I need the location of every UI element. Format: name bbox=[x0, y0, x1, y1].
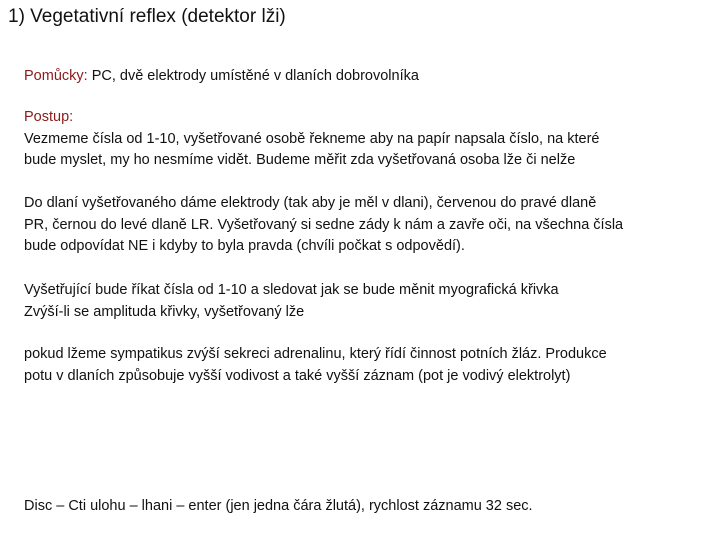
procedure-line: Vezmeme čísla od 1-10, vyšetřované osobě řekneme aby na papír napsala číslo, na které bbox=[24, 130, 600, 147]
procedure-paragraph bbox=[24, 107, 704, 172]
examiner-line: Zvýší-li se amplituda křivky, vyšetřovaný lže bbox=[24, 303, 305, 320]
electrodes-paragraph bbox=[24, 193, 704, 258]
examiner-paragraph bbox=[24, 280, 704, 323]
tools-text: PC, dvě elektrody umístěné v dlaních dobrovolníka bbox=[87, 68, 419, 84]
physiology-line: potu v dlaních způsobuje vyšší vodivost a také vyšší záznam (pot je vodivý elektrolyt) bbox=[24, 367, 571, 384]
procedure-label: Postup: bbox=[24, 109, 74, 125]
slide-title: 1) Vegetativní reflex (detektor lži) bbox=[8, 6, 286, 27]
procedure-line: bude myslet, my ho nesmíme vidět. Budeme měřit zda vyšetřovaná osoba lže či nelže bbox=[24, 152, 576, 168]
physiology-paragraph bbox=[24, 344, 704, 387]
tools-paragraph bbox=[24, 66, 704, 88]
physiology-line: pokud lžeme sympatikus zvýší sekreci adrenalinu, který řídí činnost potních žláz. Produkce bbox=[24, 346, 607, 362]
electrodes-line: Do dlaní vyšetřovaného dáme elektrody (tak aby je měl v dlani), červenou do pravé dlaně bbox=[24, 195, 597, 211]
software-instructions: Disc – Cti ulohu – lhani – enter (jen jedna čára žlutá), rychlost záznamu 32 sec. bbox=[24, 498, 533, 514]
electrodes-line: PR, černou do levé dlaně LR. Vyšetřovaný si sedne zády k nám a zavře oči, na všechna čísla bbox=[24, 216, 624, 233]
tools-label: Pomůcky: bbox=[24, 68, 88, 84]
electrodes-line: bude odpovídat NE i kdyby to byla pravda (chvíli počkat s odpovědí). bbox=[24, 238, 465, 254]
examiner-line: Vyšetřující bude říkat čísla od 1-10 a sledovat jak se bude měnit myografická křivka bbox=[24, 282, 559, 298]
